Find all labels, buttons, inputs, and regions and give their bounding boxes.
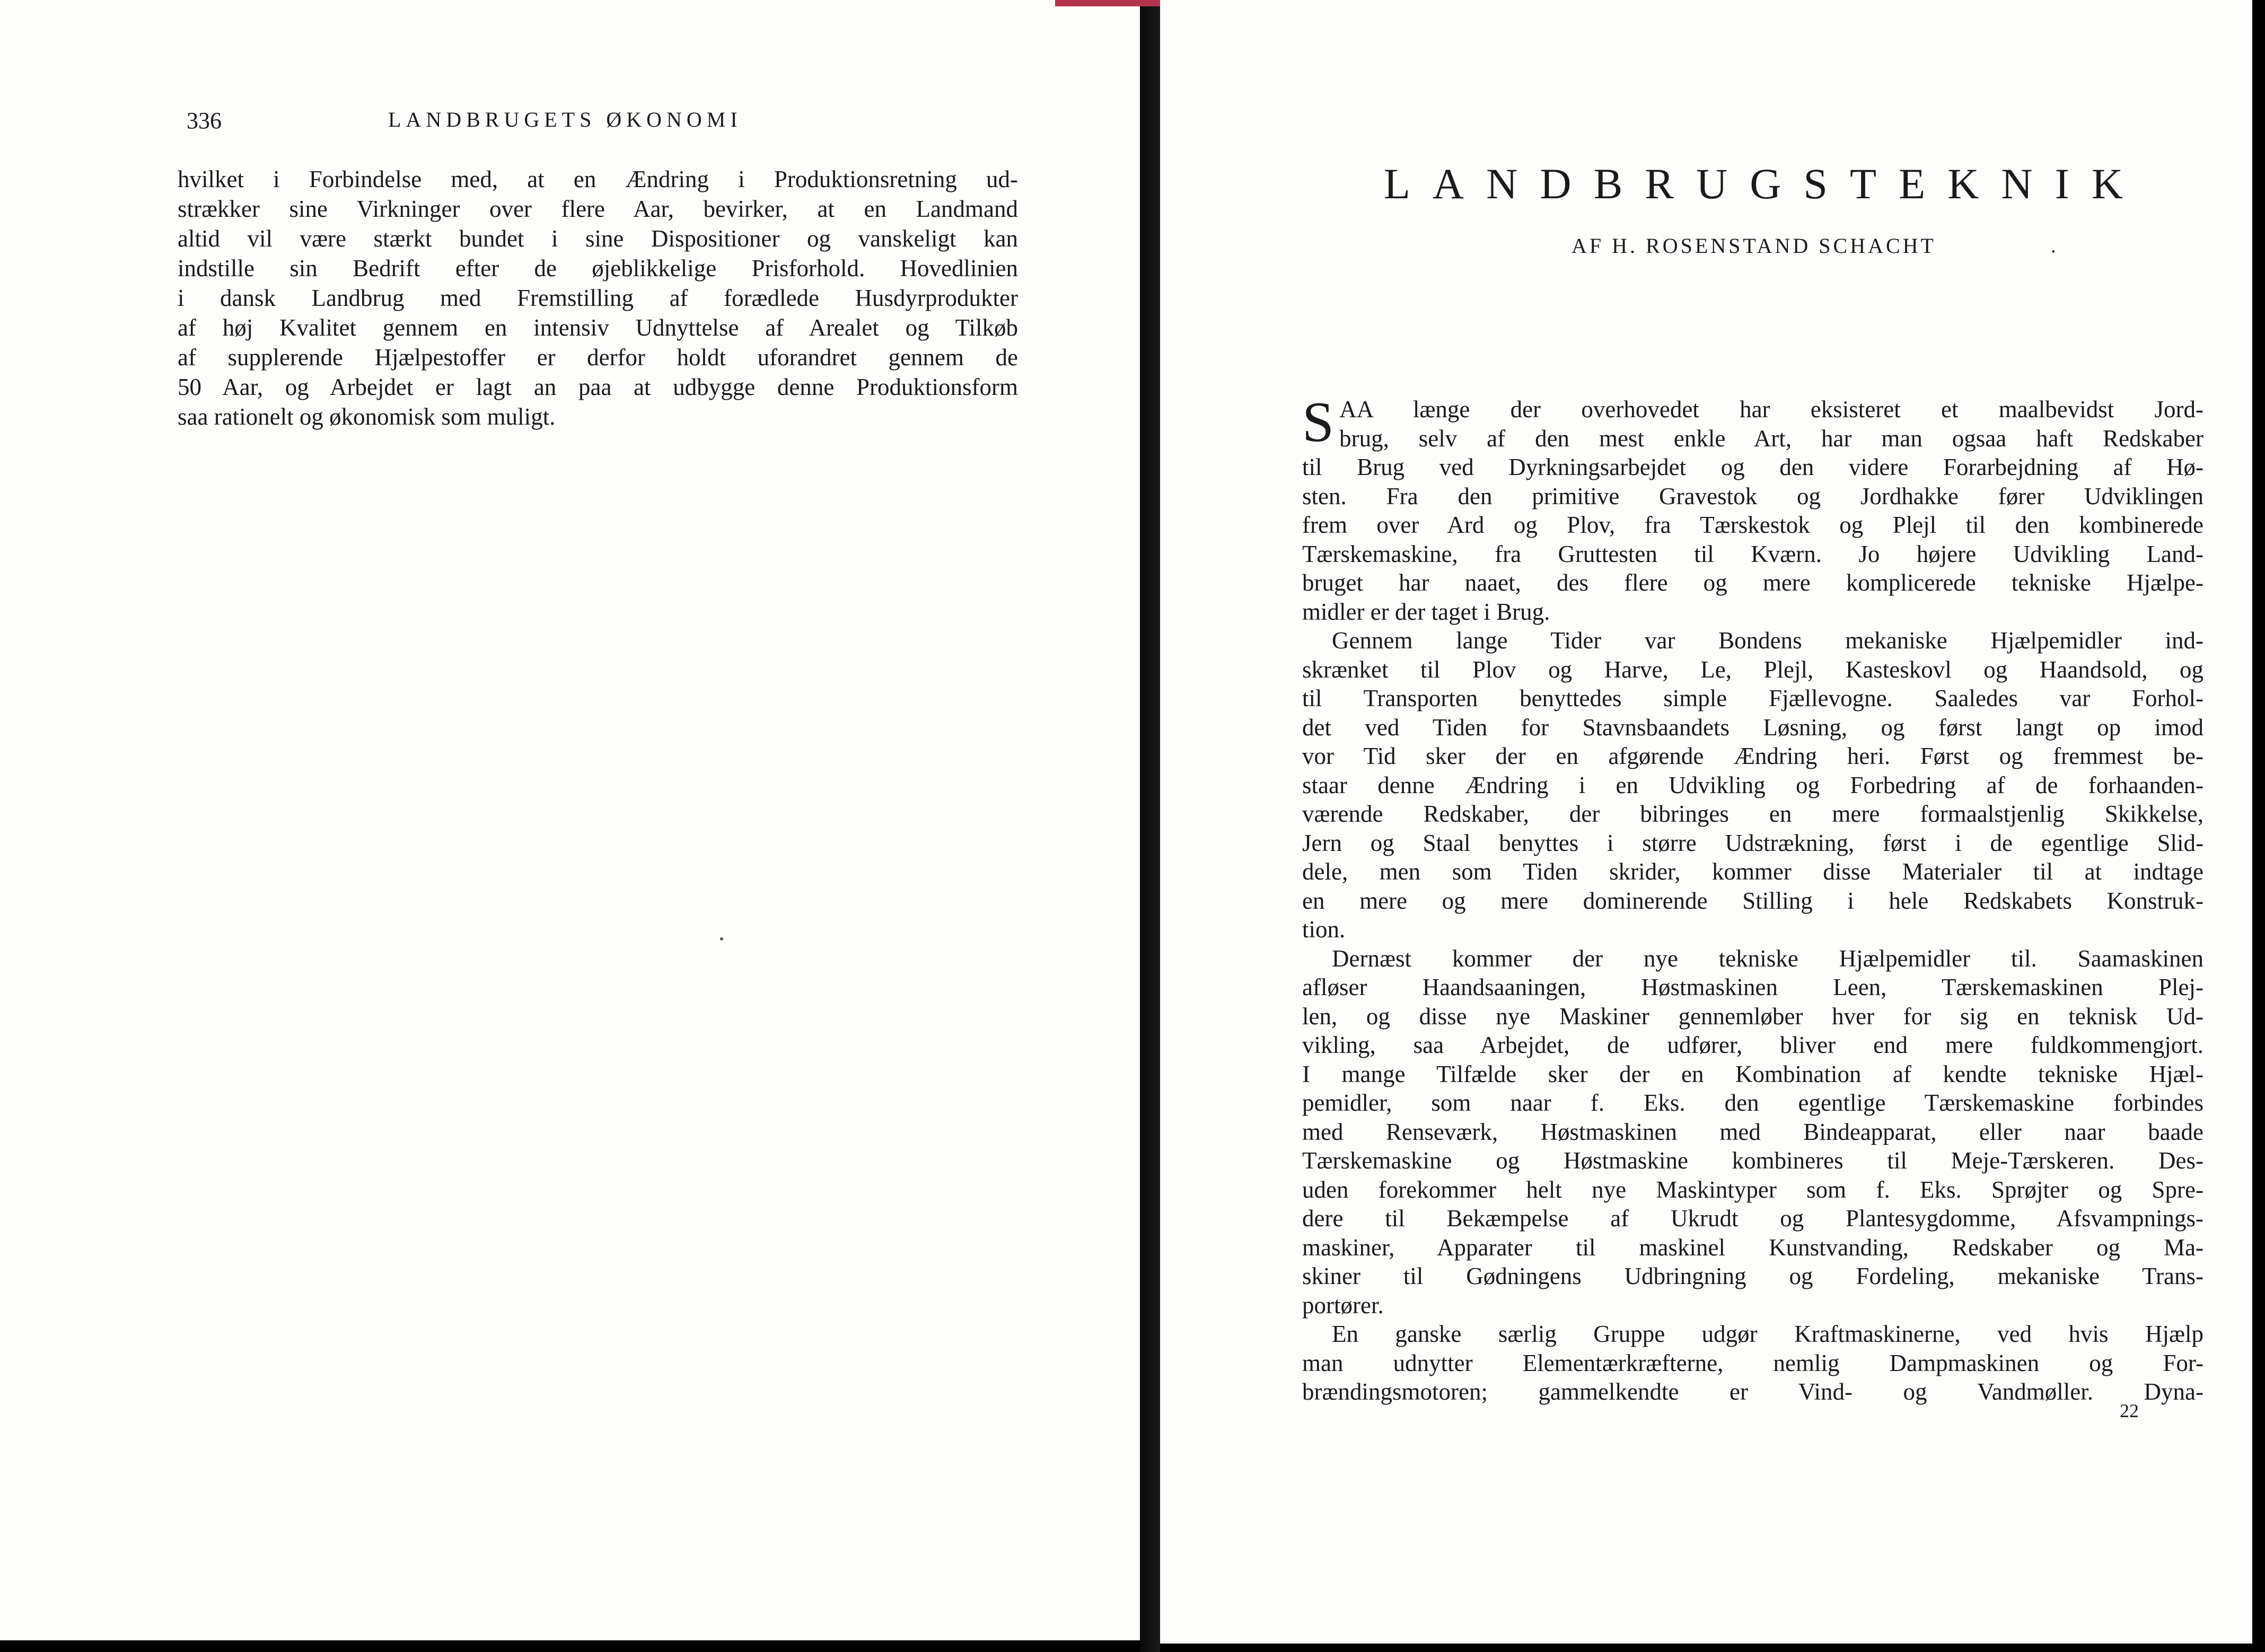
text-line: I mange Tilfælde sker der en Kombination af kendte tekniske Hjæl- bbox=[1302, 1060, 2203, 1087]
folio-number: 22 bbox=[2120, 1400, 2139, 1421]
text-line: til Transporten benyttedes simple Fjællevogne. Saaledes var Forhol- bbox=[1302, 685, 2203, 711]
text-line: af høj Kvalitet gennem en intensiv Udnyttelse af Arealet og Tilkøb bbox=[178, 314, 1018, 341]
paragraph bbox=[1302, 1320, 2203, 1407]
text-line: Tærskemaskine, fra Gruttesten til Kværn. Jo højere Udvikling Land- bbox=[1302, 540, 2203, 567]
text-line: brug, selv af den mest enkle Art, har man ogsaa haft Redskaber bbox=[1339, 425, 2203, 452]
text-line: Jern og Staal benyttes i større Udstrækning, først i de egentlige Slid- bbox=[1302, 829, 2203, 856]
text-line: maskiner, Apparater til maskinel Kunstvanding, Redskaber og Ma- bbox=[1302, 1234, 2203, 1261]
text-line: skiner til Gødningens Udbringning og Fordeling, mekaniske Trans- bbox=[1302, 1263, 2203, 1289]
book-gutter bbox=[1140, 0, 1160, 1652]
paragraph bbox=[1302, 944, 2203, 1320]
left-page bbox=[0, 0, 1140, 1640]
text-line: dele, men som Tiden skrider, kommer disse Materialer til at indtage bbox=[1302, 858, 2203, 885]
text-line: afløser Haandsaaningen, Høstmaskinen Leen, Tærskemaskinen Plej- bbox=[1302, 974, 2203, 1000]
running-title: LANDBRUGETS ØKONOMI bbox=[388, 108, 742, 131]
text-line: Tærskemaskine og Høstmaskine kombineres til Meje-Tærskeren. Des- bbox=[1302, 1147, 2203, 1174]
text-line: skrænket til Plov og Harve, Le, Plejl, Kasteskovl og Haandsold, og bbox=[1302, 656, 2203, 683]
text-line: 50 Aar, og Arbejdet er lagt an paa at udbygge denne Produktionsform bbox=[178, 374, 1018, 400]
text-line: AA længe der overhovedet har eksisteret et maalbevidst Jord- bbox=[1339, 396, 2203, 423]
text-line: det ved Tiden for Stavnsbaandets Løsning, og først langt op imod bbox=[1302, 714, 2203, 741]
text-line: med Renseværk, Høstmaskinen med Bindeapparat, eller naar baade bbox=[1302, 1118, 2203, 1145]
left-body-text bbox=[178, 164, 1018, 432]
text-line: len, og disse nye Maskiner gennemløber hver for sig en teknisk Ud- bbox=[1302, 1003, 2203, 1030]
text-line: pemidler, som naar f. Eks. den egentlige Tærskemaskine forbindes bbox=[1302, 1089, 2203, 1116]
text-line: tion. bbox=[1302, 916, 1346, 943]
text-line: En ganske særlig Gruppe udgør Kraftmaskinerne, ved hvis Hjælp bbox=[1332, 1321, 2203, 1347]
text-line: vor Tid sker der en afgørende Ændring heri. Først og fremmest be- bbox=[1302, 743, 2203, 769]
byline-mark: . bbox=[2051, 235, 2056, 257]
text-line: Gennem lange Tider var Bondens mekaniske Hjælpemidler ind- bbox=[1332, 627, 2203, 654]
cover-edge bbox=[1055, 0, 1177, 6]
text-line: bruget har naaet, des flere og mere komplicerede tekniske Hjælpe- bbox=[1302, 569, 2203, 596]
text-line: midler er der taget i Brug. bbox=[1302, 598, 1550, 625]
paragraph bbox=[1302, 391, 2203, 626]
text-line: strækker sine Virkninger over flere Aar, bevirker, at en Landmand bbox=[178, 196, 1018, 222]
text-line: saa rationelt og økonomisk som muligt. bbox=[178, 403, 556, 430]
text-line: dere til Bekæmpelse af Ukrudt og Plantesygdomme, Afsvampnings- bbox=[1302, 1205, 2203, 1232]
text-line: uden forekommer helt nye Maskintyper som f. Eks. Sprøjter og Spre- bbox=[1302, 1176, 2203, 1203]
text-line: vikling, saa Arbejdet, de udfører, bliver end mere fuldkommengjort. bbox=[1302, 1032, 2203, 1058]
text-line: altid vil være stærkt bundet i sine Dispositioner og vanskeligt kan bbox=[178, 225, 1018, 252]
text-line: man udnytter Elementærkræfterne, nemlig Dampmaskinen og For- bbox=[1302, 1349, 2203, 1376]
page-number: 336 bbox=[187, 108, 222, 134]
text-line: frem over Ard og Plov, fra Tærskestok og Plejl til den kombinerede bbox=[1302, 512, 2203, 538]
drop-cap: S bbox=[1302, 391, 1335, 454]
right-page bbox=[1160, 0, 2252, 1644]
text-line: i dansk Landbrug med Fremstilling af forædlede Husdyrprodukter bbox=[178, 285, 1018, 311]
text-line: sten. Fra den primitive Gravestok og Jordhakke fører Udviklingen bbox=[1302, 482, 2203, 509]
text-line: en mere og mere dominerende Stilling i hele Redskabets Konstruk- bbox=[1302, 887, 2203, 914]
paper-speck bbox=[720, 937, 723, 941]
text-line: af supplerende Hjælpestoffer er derfor holdt uforandret gennem de bbox=[178, 344, 1018, 371]
text-line: portører. bbox=[1302, 1291, 1384, 1319]
article-title: LANDBRUGSTEKNIK bbox=[1383, 160, 2146, 208]
text-line: til Brug ved Dyrkningsarbejdet og den videre Forarbejdning af Hø- bbox=[1302, 454, 2203, 480]
article-byline: AF H. ROSENSTAND SCHACHT bbox=[1572, 234, 1936, 258]
article-body bbox=[1302, 391, 2203, 1407]
text-line: brændingsmotoren; gammelkendte er Vind- og Vandmøller. Dyna- bbox=[1302, 1378, 2203, 1405]
text-line: værende Redskaber, der bibringes en mere formaalstjenlig Skikkelse, bbox=[1302, 801, 2203, 827]
text-line: Dernæst kommer der nye tekniske Hjælpemidler til. Saamaskinen bbox=[1332, 945, 2203, 972]
text-line: indstille sin Bedrift efter de øjeblikkelige Prisforhold. Hovedlinien bbox=[178, 255, 1018, 282]
text-line: staar denne Ændring i en Udvikling og Forbedring af de forhaanden- bbox=[1302, 771, 2203, 798]
running-head bbox=[187, 107, 1088, 144]
paragraph bbox=[1302, 626, 2203, 944]
text-line: hvilket i Forbindelse med, at en Ændring i Produktionsretning ud- bbox=[178, 166, 1018, 192]
